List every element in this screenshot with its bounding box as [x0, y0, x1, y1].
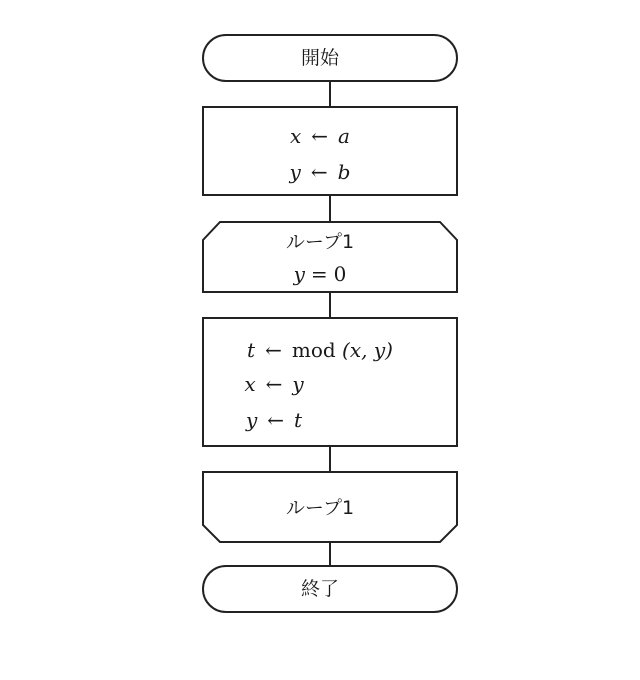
- start-label: 開始: [300, 47, 339, 69]
- init-line-2: y ← b: [289, 160, 351, 184]
- end-label: 終了: [300, 578, 339, 600]
- loop-condition: y = 0: [293, 262, 347, 286]
- body-line-3: y ← t: [245, 408, 303, 432]
- body-line-1: t ← mod (x, y): [247, 338, 393, 362]
- init-line-1: x ← a: [290, 124, 350, 148]
- loop-start-name: ループ1: [285, 231, 355, 253]
- body-line-2: x ← y: [244, 372, 304, 396]
- loop-end-label: ループ1: [285, 497, 355, 519]
